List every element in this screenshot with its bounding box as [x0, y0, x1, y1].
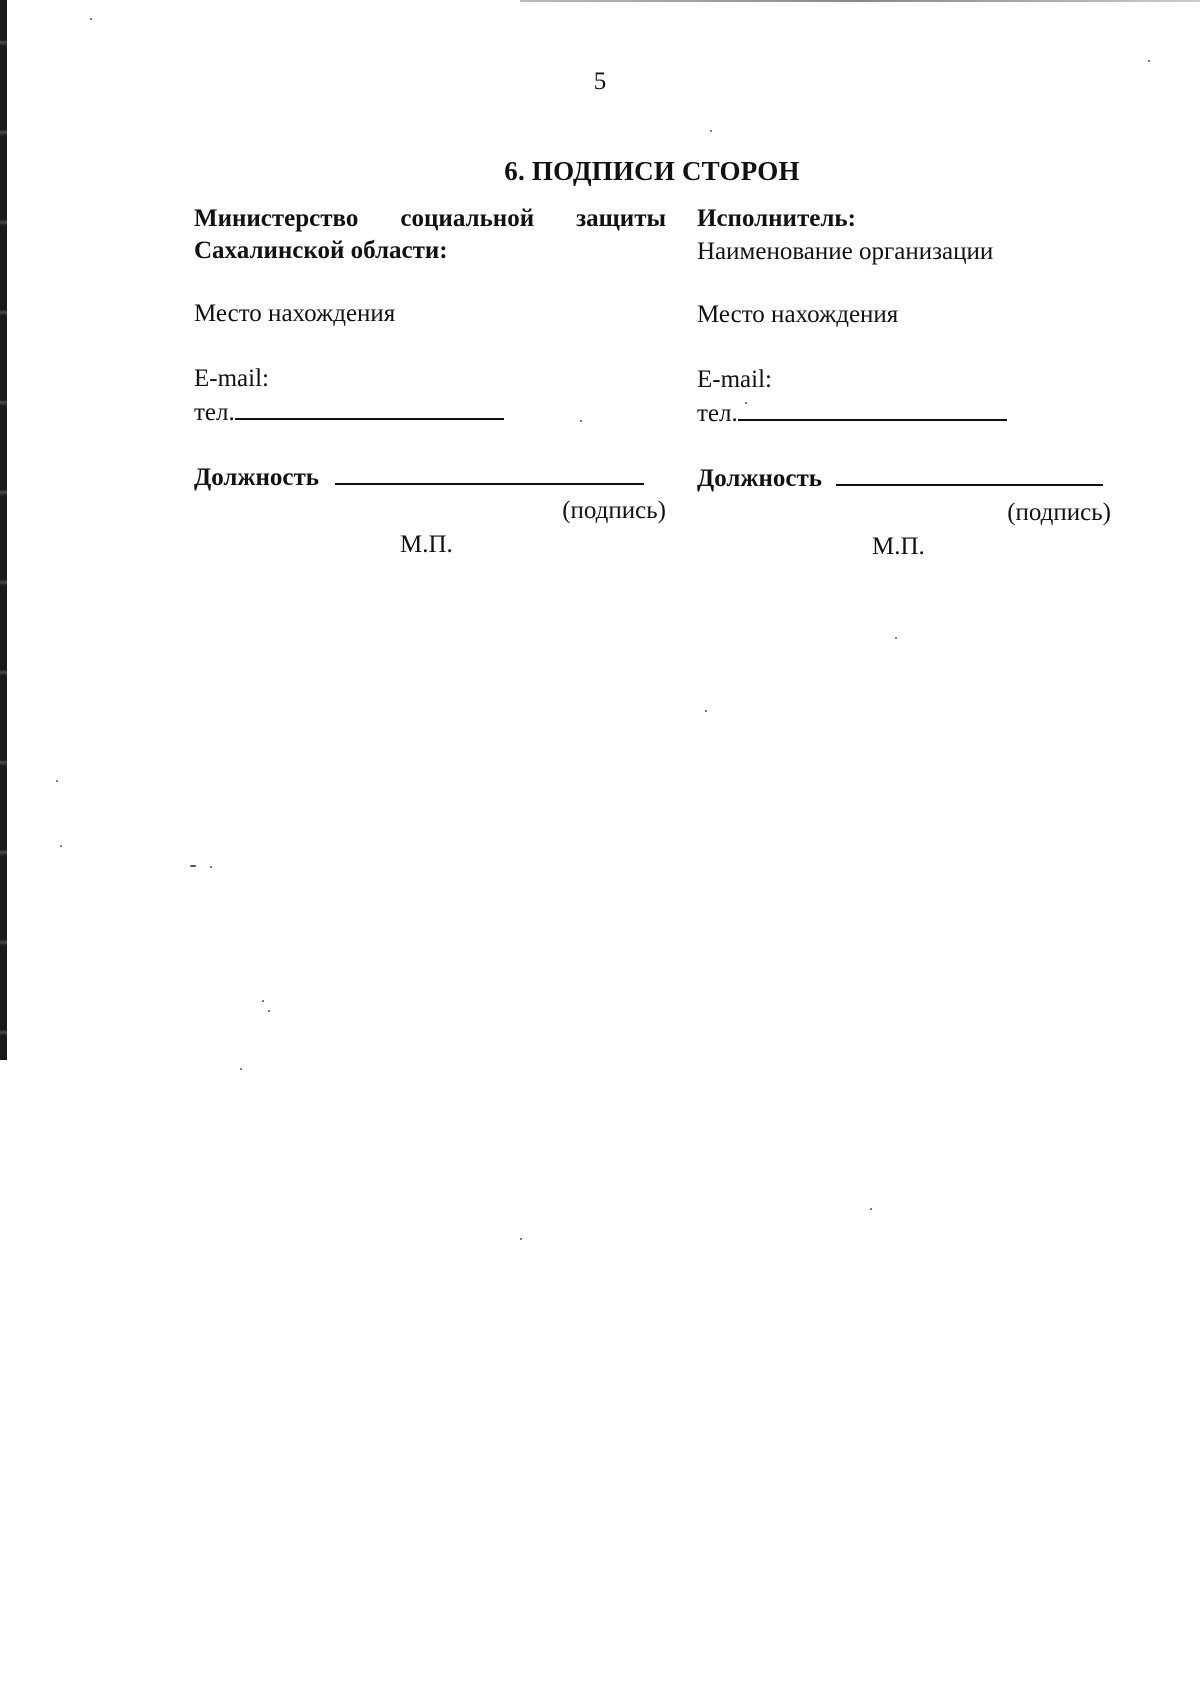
- left-position-label: Должность: [194, 464, 320, 491]
- scan-speck: [520, 1238, 522, 1240]
- right-phone-label: тел.: [697, 400, 738, 427]
- section-title: 6. ПОДПИСИ СТОРОН: [504, 156, 800, 186]
- right-position-label: Должность: [697, 465, 823, 492]
- scan-speck: [710, 130, 712, 132]
- scan-speck: [705, 710, 707, 712]
- left-party-title-line1: Министерство социальной защиты: [194, 205, 666, 232]
- scan-speck: [190, 865, 196, 867]
- right-email-label: E-mail:: [697, 366, 772, 393]
- left-email-label: E-mail:: [194, 365, 269, 392]
- left-stamp-label: М.П.: [400, 531, 453, 558]
- scan-speck: [60, 845, 62, 847]
- left-position-signature-line: [335, 461, 644, 485]
- left-phone-label: тел.: [194, 399, 235, 426]
- scan-speck: [895, 637, 897, 639]
- left-party-title-line2: Сахалинской области:: [194, 237, 448, 264]
- right-phone-row: [697, 397, 1007, 430]
- left-location-label: Место нахождения: [194, 300, 396, 327]
- left-phone-field-line: [235, 396, 504, 420]
- scan-speck: [268, 1010, 270, 1012]
- scan-speck: [90, 18, 92, 20]
- left-party-title: [194, 203, 666, 267]
- right-position-signature-line: [836, 462, 1103, 486]
- scan-speck: [210, 866, 212, 868]
- right-stamp-label: М.П.: [872, 533, 925, 560]
- scan-speck: [262, 1000, 264, 1002]
- scan-top-artifact: [520, 0, 1200, 2]
- right-position-row: [697, 462, 1103, 495]
- left-position-row: [194, 461, 644, 494]
- page-number: 5: [593, 68, 607, 95]
- scan-speck: [580, 420, 582, 422]
- scan-speck: [240, 1068, 242, 1070]
- right-organization-label: Наименование организации: [697, 238, 994, 265]
- right-location-label: Место нахождения: [697, 301, 899, 328]
- left-signature-caption: (подпись): [562, 497, 666, 524]
- right-party-title: Исполнитель:: [697, 205, 856, 232]
- left-phone-row: [194, 396, 504, 429]
- right-phone-field-line: [738, 397, 1007, 421]
- scan-speck: [870, 1208, 872, 1210]
- scan-speck: [56, 780, 58, 782]
- left-party-block: [194, 203, 666, 558]
- scan-speck: [1148, 60, 1150, 62]
- scan-speck: [745, 402, 747, 404]
- right-signature-caption: (подпись): [1007, 499, 1111, 526]
